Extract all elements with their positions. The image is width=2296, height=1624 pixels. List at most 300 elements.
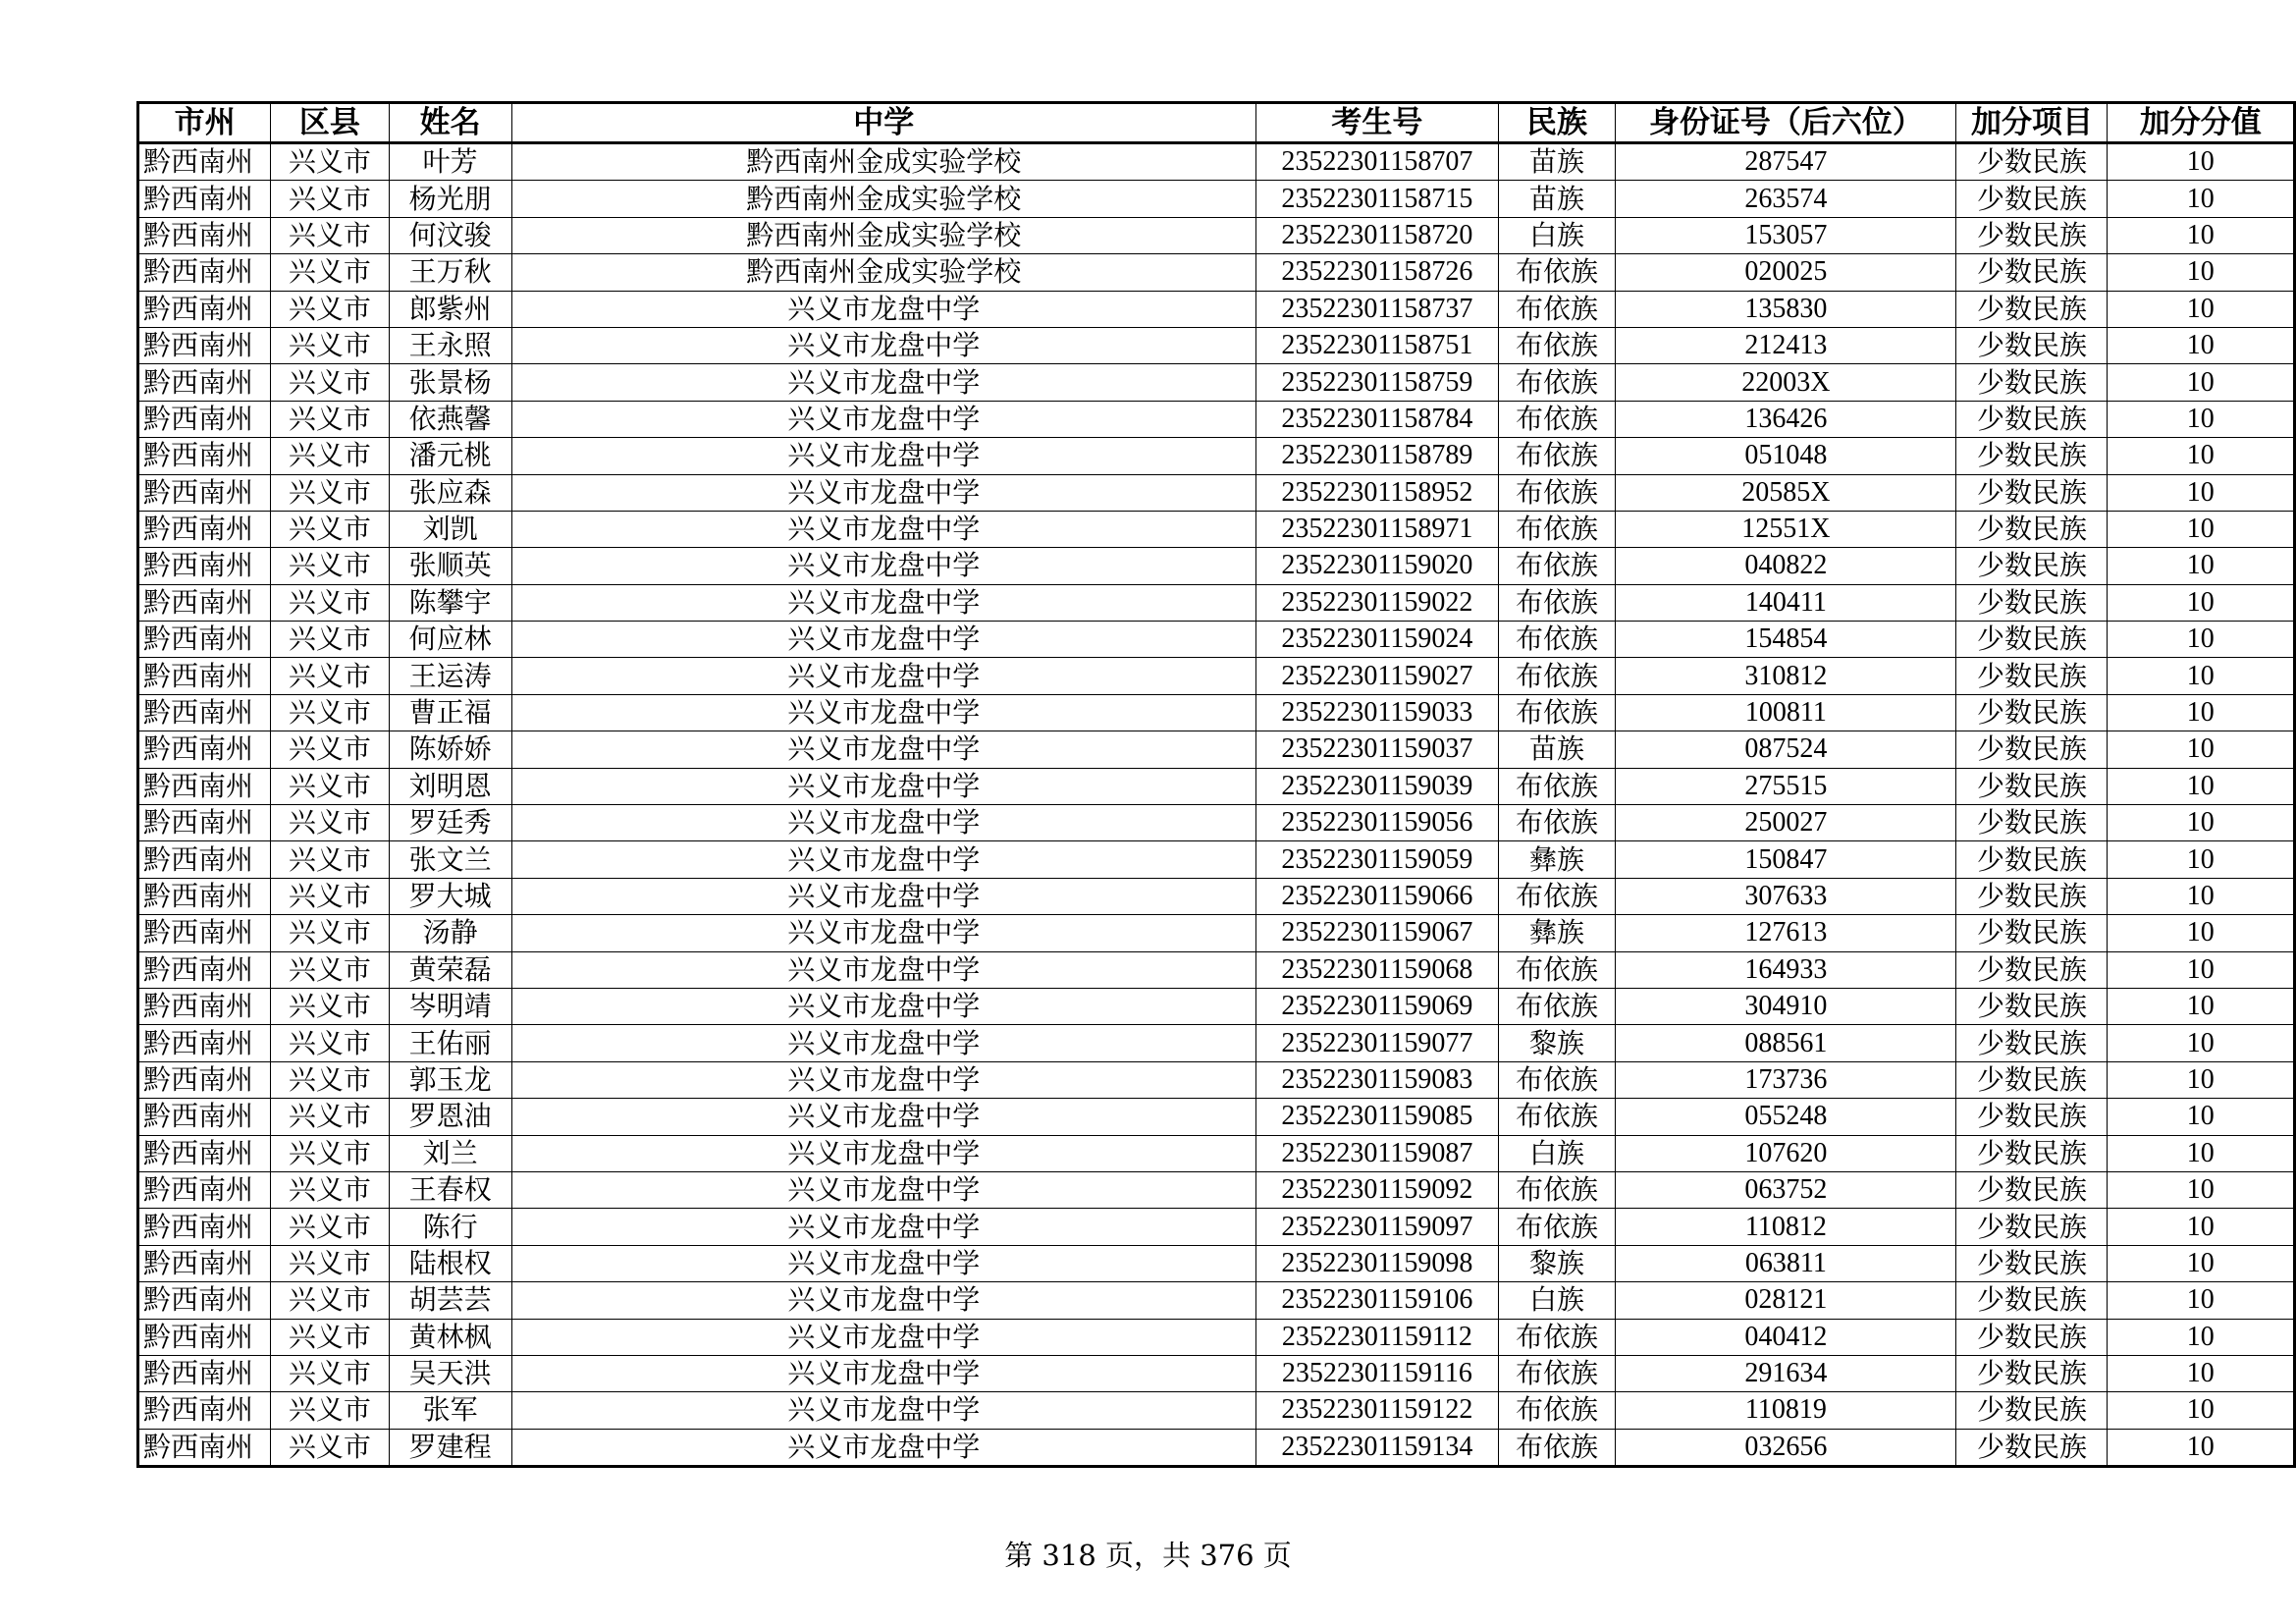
cell-id-last-six: 028121 <box>1616 1282 1956 1319</box>
cell-id-last-six: 135830 <box>1616 291 1956 327</box>
cell-school: 兴义市龙盘中学 <box>511 658 1255 694</box>
cell-district: 兴义市 <box>271 1429 389 1466</box>
cell-bonus-item: 少数民族 <box>1956 254 2108 291</box>
cell-bonus-points: 10 <box>2108 291 2295 327</box>
cell-ethnicity: 布依族 <box>1498 768 1615 804</box>
cell-city: 黔西南州 <box>138 694 271 731</box>
col-header-district: 区县 <box>271 103 389 143</box>
cell-city: 黔西南州 <box>138 217 271 253</box>
table-row <box>138 584 2295 621</box>
cell-school: 兴义市龙盘中学 <box>511 438 1255 474</box>
cell-bonus-item: 少数民族 <box>1956 548 2108 584</box>
cell-bonus-points: 10 <box>2108 401 2295 437</box>
table-row <box>138 327 2295 363</box>
cell-district: 兴义市 <box>271 474 389 511</box>
cell-id-last-six: 22003X <box>1616 364 1956 401</box>
cell-school: 兴义市龙盘中学 <box>511 1099 1255 1135</box>
col-header-city: 市州 <box>138 103 271 143</box>
cell-bonus-points: 10 <box>2108 878 2295 914</box>
cell-city: 黔西南州 <box>138 1319 271 1355</box>
cell-school: 兴义市龙盘中学 <box>511 1209 1255 1245</box>
cell-bonus-points: 10 <box>2108 768 2295 804</box>
table-row <box>138 1319 2295 1355</box>
cell-district: 兴义市 <box>271 841 389 878</box>
cell-id-last-six: 110812 <box>1616 1209 1956 1245</box>
cell-city: 黔西南州 <box>138 878 271 914</box>
cell-name: 曹正福 <box>389 694 511 731</box>
cell-ethnicity: 布依族 <box>1498 1171 1615 1208</box>
cell-bonus-points: 10 <box>2108 915 2295 951</box>
cell-id-last-six: 127613 <box>1616 915 1956 951</box>
admission-bonus-table <box>136 101 2296 1468</box>
cell-school: 兴义市龙盘中学 <box>511 291 1255 327</box>
cell-school: 兴义市龙盘中学 <box>511 1135 1255 1171</box>
cell-city: 黔西南州 <box>138 805 271 841</box>
cell-bonus-item: 少数民族 <box>1956 731 2108 768</box>
cell-school: 兴义市龙盘中学 <box>511 988 1255 1024</box>
cell-school: 兴义市龙盘中学 <box>511 584 1255 621</box>
cell-id-last-six: 055248 <box>1616 1099 1956 1135</box>
cell-exam-number: 23522301159112 <box>1255 1319 1498 1355</box>
cell-id-last-six: 063811 <box>1616 1245 1956 1281</box>
cell-name: 罗廷秀 <box>389 805 511 841</box>
table-row <box>138 731 2295 768</box>
cell-school: 兴义市龙盘中学 <box>511 1282 1255 1319</box>
cell-name: 潘元桃 <box>389 438 511 474</box>
cell-district: 兴义市 <box>271 401 389 437</box>
cell-exam-number: 23522301158707 <box>1255 143 1498 181</box>
cell-exam-number: 23522301159098 <box>1255 1245 1498 1281</box>
cell-city: 黔西南州 <box>138 1135 271 1171</box>
cell-id-last-six: 153057 <box>1616 217 1956 253</box>
cell-id-last-six: 304910 <box>1616 988 1956 1024</box>
cell-ethnicity: 布依族 <box>1498 1319 1615 1355</box>
cell-id-last-six: 310812 <box>1616 658 1956 694</box>
table-row <box>138 1209 2295 1245</box>
cell-ethnicity: 布依族 <box>1498 401 1615 437</box>
cell-district: 兴义市 <box>271 1392 389 1429</box>
cell-name: 郭玉龙 <box>389 1061 511 1098</box>
cell-district: 兴义市 <box>271 364 389 401</box>
cell-ethnicity: 布依族 <box>1498 878 1615 914</box>
cell-ethnicity: 布依族 <box>1498 694 1615 731</box>
cell-city: 黔西南州 <box>138 364 271 401</box>
cell-city: 黔西南州 <box>138 1209 271 1245</box>
table-body <box>138 143 2295 1467</box>
cell-ethnicity: 布依族 <box>1498 364 1615 401</box>
cell-id-last-six: 020025 <box>1616 254 1956 291</box>
cell-bonus-item: 少数民族 <box>1956 401 2108 437</box>
table-row <box>138 1135 2295 1171</box>
cell-exam-number: 23522301159069 <box>1255 988 1498 1024</box>
cell-bonus-item: 少数民族 <box>1956 1319 2108 1355</box>
cell-id-last-six: 032656 <box>1616 1429 1956 1466</box>
cell-name: 陈娇娇 <box>389 731 511 768</box>
cell-district: 兴义市 <box>271 805 389 841</box>
table-row <box>138 181 2295 217</box>
cell-name: 吴天洪 <box>389 1355 511 1391</box>
table-row <box>138 548 2295 584</box>
cell-school: 兴义市龙盘中学 <box>511 841 1255 878</box>
cell-id-last-six: 263574 <box>1616 181 1956 217</box>
cell-bonus-points: 10 <box>2108 438 2295 474</box>
cell-ethnicity: 布依族 <box>1498 988 1615 1024</box>
cell-city: 黔西南州 <box>138 1245 271 1281</box>
cell-school: 兴义市龙盘中学 <box>511 694 1255 731</box>
cell-bonus-points: 10 <box>2108 327 2295 363</box>
cell-city: 黔西南州 <box>138 1392 271 1429</box>
cell-exam-number: 23522301158952 <box>1255 474 1498 511</box>
table-row <box>138 1392 2295 1429</box>
cell-id-last-six: 087524 <box>1616 731 1956 768</box>
cell-ethnicity: 布依族 <box>1498 622 1615 658</box>
cell-id-last-six: 212413 <box>1616 327 1956 363</box>
table-row <box>138 1025 2295 1061</box>
table-row <box>138 805 2295 841</box>
cell-ethnicity: 布依族 <box>1498 291 1615 327</box>
cell-school: 兴义市龙盘中学 <box>511 768 1255 804</box>
cell-bonus-item: 少数民族 <box>1956 768 2108 804</box>
cell-bonus-points: 10 <box>2108 1282 2295 1319</box>
cell-city: 黔西南州 <box>138 474 271 511</box>
cell-district: 兴义市 <box>271 1209 389 1245</box>
cell-bonus-item: 少数民族 <box>1956 327 2108 363</box>
cell-bonus-item: 少数民族 <box>1956 1025 2108 1061</box>
cell-ethnicity: 苗族 <box>1498 143 1615 181</box>
cell-bonus-item: 少数民族 <box>1956 364 2108 401</box>
cell-school: 兴义市龙盘中学 <box>511 548 1255 584</box>
cell-bonus-points: 10 <box>2108 1209 2295 1245</box>
cell-district: 兴义市 <box>271 951 389 988</box>
col-header-bonus-points: 加分分值 <box>2108 103 2295 143</box>
table-row <box>138 951 2295 988</box>
cell-bonus-points: 10 <box>2108 841 2295 878</box>
cell-school: 兴义市龙盘中学 <box>511 327 1255 363</box>
cell-bonus-points: 10 <box>2108 511 2295 547</box>
cell-bonus-points: 10 <box>2108 1245 2295 1281</box>
table-row <box>138 511 2295 547</box>
cell-city: 黔西南州 <box>138 841 271 878</box>
cell-ethnicity: 布依族 <box>1498 805 1615 841</box>
cell-school: 兴义市龙盘中学 <box>511 1429 1255 1466</box>
cell-city: 黔西南州 <box>138 915 271 951</box>
cell-ethnicity: 黎族 <box>1498 1245 1615 1281</box>
table-row <box>138 988 2295 1024</box>
cell-exam-number: 23522301159083 <box>1255 1061 1498 1098</box>
cell-name: 张景杨 <box>389 364 511 401</box>
cell-exam-number: 23522301159092 <box>1255 1171 1498 1208</box>
cell-id-last-six: 154854 <box>1616 622 1956 658</box>
cell-city: 黔西南州 <box>138 1429 271 1466</box>
cell-id-last-six: 291634 <box>1616 1355 1956 1391</box>
cell-school: 兴义市龙盘中学 <box>511 805 1255 841</box>
cell-id-last-six: 173736 <box>1616 1061 1956 1098</box>
cell-exam-number: 23522301158789 <box>1255 438 1498 474</box>
cell-city: 黔西南州 <box>138 548 271 584</box>
cell-city: 黔西南州 <box>138 768 271 804</box>
cell-city: 黔西南州 <box>138 181 271 217</box>
cell-id-last-six: 040822 <box>1616 548 1956 584</box>
cell-bonus-item: 少数民族 <box>1956 474 2108 511</box>
table-row <box>138 1245 2295 1281</box>
cell-name: 郎紫州 <box>389 291 511 327</box>
cell-district: 兴义市 <box>271 658 389 694</box>
cell-name: 何应林 <box>389 622 511 658</box>
table-row <box>138 1355 2295 1391</box>
cell-exam-number: 23522301159116 <box>1255 1355 1498 1391</box>
cell-bonus-item: 少数民族 <box>1956 1135 2108 1171</box>
cell-exam-number: 23522301159022 <box>1255 584 1498 621</box>
cell-bonus-points: 10 <box>2108 217 2295 253</box>
cell-name: 陈攀宇 <box>389 584 511 621</box>
cell-ethnicity: 彝族 <box>1498 841 1615 878</box>
cell-bonus-item: 少数民族 <box>1956 694 2108 731</box>
col-header-exam-number: 考生号 <box>1255 103 1498 143</box>
cell-ethnicity: 苗族 <box>1498 181 1615 217</box>
cell-district: 兴义市 <box>271 584 389 621</box>
cell-bonus-points: 10 <box>2108 1099 2295 1135</box>
cell-school: 兴义市龙盘中学 <box>511 474 1255 511</box>
cell-name: 张应森 <box>389 474 511 511</box>
cell-ethnicity: 布依族 <box>1498 327 1615 363</box>
cell-ethnicity: 布依族 <box>1498 1392 1615 1429</box>
cell-ethnicity: 布依族 <box>1498 511 1615 547</box>
table-row <box>138 1171 2295 1208</box>
cell-ethnicity: 布依族 <box>1498 548 1615 584</box>
cell-bonus-item: 少数民族 <box>1956 1061 2108 1098</box>
cell-bonus-points: 10 <box>2108 364 2295 401</box>
cell-city: 黔西南州 <box>138 658 271 694</box>
cell-district: 兴义市 <box>271 548 389 584</box>
cell-id-last-six: 107620 <box>1616 1135 1956 1171</box>
cell-ethnicity: 布依族 <box>1498 254 1615 291</box>
cell-bonus-points: 10 <box>2108 694 2295 731</box>
cell-city: 黔西南州 <box>138 584 271 621</box>
cell-bonus-item: 少数民族 <box>1956 584 2108 621</box>
table-row <box>138 1099 2295 1135</box>
page-footer: 第 318 页，共 376 页 <box>1004 1539 1292 1572</box>
cell-exam-number: 23522301159077 <box>1255 1025 1498 1061</box>
cell-id-last-six: 063752 <box>1616 1171 1956 1208</box>
cell-exam-number: 23522301158784 <box>1255 401 1498 437</box>
cell-bonus-item: 少数民族 <box>1956 217 2108 253</box>
cell-school: 黔西南州金成实验学校 <box>511 181 1255 217</box>
cell-name: 杨光朋 <box>389 181 511 217</box>
cell-exam-number: 23522301158751 <box>1255 327 1498 363</box>
cell-exam-number: 23522301159020 <box>1255 548 1498 584</box>
cell-name: 叶芳 <box>389 143 511 181</box>
cell-school: 兴义市龙盘中学 <box>511 951 1255 988</box>
cell-bonus-points: 10 <box>2108 988 2295 1024</box>
cell-name: 罗恩油 <box>389 1099 511 1135</box>
cell-exam-number: 23522301159106 <box>1255 1282 1498 1319</box>
table-row <box>138 878 2295 914</box>
cell-school: 兴义市龙盘中学 <box>511 915 1255 951</box>
cell-exam-number: 23522301159033 <box>1255 694 1498 731</box>
cell-city: 黔西南州 <box>138 988 271 1024</box>
cell-school: 兴义市龙盘中学 <box>511 1392 1255 1429</box>
cell-name: 陆根权 <box>389 1245 511 1281</box>
cell-id-last-six: 088561 <box>1616 1025 1956 1061</box>
cell-district: 兴义市 <box>271 1319 389 1355</box>
cell-id-last-six: 040412 <box>1616 1319 1956 1355</box>
cell-bonus-points: 10 <box>2108 805 2295 841</box>
cell-exam-number: 23522301159027 <box>1255 658 1498 694</box>
table-row <box>138 658 2295 694</box>
table-row <box>138 1429 2295 1466</box>
cell-id-last-six: 051048 <box>1616 438 1956 474</box>
cell-name: 王永照 <box>389 327 511 363</box>
cell-ethnicity: 苗族 <box>1498 731 1615 768</box>
cell-ethnicity: 布依族 <box>1498 1355 1615 1391</box>
cell-district: 兴义市 <box>271 511 389 547</box>
cell-bonus-points: 10 <box>2108 1429 2295 1466</box>
cell-city: 黔西南州 <box>138 1099 271 1135</box>
cell-bonus-item: 少数民族 <box>1956 291 2108 327</box>
cell-name: 黄荣磊 <box>389 951 511 988</box>
cell-city: 黔西南州 <box>138 291 271 327</box>
cell-bonus-points: 10 <box>2108 1319 2295 1355</box>
cell-name: 王万秋 <box>389 254 511 291</box>
cell-exam-number: 23522301159087 <box>1255 1135 1498 1171</box>
cell-school: 兴义市龙盘中学 <box>511 878 1255 914</box>
cell-bonus-item: 少数民族 <box>1956 988 2108 1024</box>
cell-bonus-item: 少数民族 <box>1956 805 2108 841</box>
cell-district: 兴义市 <box>271 768 389 804</box>
cell-bonus-points: 10 <box>2108 1171 2295 1208</box>
cell-exam-number: 23522301158715 <box>1255 181 1498 217</box>
cell-city: 黔西南州 <box>138 511 271 547</box>
table-row <box>138 438 2295 474</box>
cell-id-last-six: 287547 <box>1616 143 1956 181</box>
cell-bonus-points: 10 <box>2108 731 2295 768</box>
cell-exam-number: 23522301159122 <box>1255 1392 1498 1429</box>
table-row <box>138 768 2295 804</box>
table-row <box>138 401 2295 437</box>
cell-bonus-item: 少数民族 <box>1956 1392 2108 1429</box>
cell-bonus-item: 少数民族 <box>1956 1209 2108 1245</box>
table-row <box>138 694 2295 731</box>
cell-bonus-item: 少数民族 <box>1956 1245 2108 1281</box>
cell-district: 兴义市 <box>271 988 389 1024</box>
cell-city: 黔西南州 <box>138 1025 271 1061</box>
cell-ethnicity: 布依族 <box>1498 474 1615 511</box>
cell-district: 兴义市 <box>271 254 389 291</box>
cell-name: 岑明靖 <box>389 988 511 1024</box>
cell-id-last-six: 164933 <box>1616 951 1956 988</box>
cell-id-last-six: 20585X <box>1616 474 1956 511</box>
cell-bonus-item: 少数民族 <box>1956 1282 2108 1319</box>
cell-bonus-item: 少数民族 <box>1956 622 2108 658</box>
cell-exam-number: 23522301158726 <box>1255 254 1498 291</box>
cell-city: 黔西南州 <box>138 951 271 988</box>
cell-ethnicity: 布依族 <box>1498 438 1615 474</box>
cell-ethnicity: 白族 <box>1498 1135 1615 1171</box>
cell-exam-number: 23522301159085 <box>1255 1099 1498 1135</box>
cell-ethnicity: 白族 <box>1498 1282 1615 1319</box>
cell-district: 兴义市 <box>271 181 389 217</box>
table-row <box>138 841 2295 878</box>
cell-exam-number: 23522301159056 <box>1255 805 1498 841</box>
cell-name: 刘明恩 <box>389 768 511 804</box>
cell-exam-number: 23522301159024 <box>1255 622 1498 658</box>
cell-ethnicity: 黎族 <box>1498 1025 1615 1061</box>
cell-school: 黔西南州金成实验学校 <box>511 143 1255 181</box>
cell-name: 罗大城 <box>389 878 511 914</box>
table-row <box>138 291 2295 327</box>
cell-city: 黔西南州 <box>138 731 271 768</box>
cell-name: 罗建程 <box>389 1429 511 1466</box>
cell-bonus-item: 少数民族 <box>1956 143 2108 181</box>
cell-bonus-points: 10 <box>2108 474 2295 511</box>
cell-bonus-item: 少数民族 <box>1956 915 2108 951</box>
cell-school: 兴义市龙盘中学 <box>511 1355 1255 1391</box>
cell-city: 黔西南州 <box>138 438 271 474</box>
cell-district: 兴义市 <box>271 1282 389 1319</box>
cell-school: 兴义市龙盘中学 <box>511 1319 1255 1355</box>
cell-bonus-points: 10 <box>2108 951 2295 988</box>
cell-city: 黔西南州 <box>138 401 271 437</box>
cell-exam-number: 23522301159068 <box>1255 951 1498 988</box>
cell-name: 张文兰 <box>389 841 511 878</box>
cell-ethnicity: 布依族 <box>1498 1099 1615 1135</box>
cell-district: 兴义市 <box>271 622 389 658</box>
cell-bonus-item: 少数民族 <box>1956 951 2108 988</box>
cell-school: 兴义市龙盘中学 <box>511 731 1255 768</box>
cell-ethnicity: 白族 <box>1498 217 1615 253</box>
cell-id-last-six: 307633 <box>1616 878 1956 914</box>
table-row <box>138 1282 2295 1319</box>
table-row <box>138 622 2295 658</box>
cell-district: 兴义市 <box>271 878 389 914</box>
cell-bonus-points: 10 <box>2108 584 2295 621</box>
cell-bonus-item: 少数民族 <box>1956 1429 2108 1466</box>
header-row <box>138 103 2295 143</box>
cell-district: 兴义市 <box>271 1171 389 1208</box>
cell-bonus-points: 10 <box>2108 548 2295 584</box>
cell-id-last-six: 250027 <box>1616 805 1956 841</box>
col-header-ethnicity: 民族 <box>1498 103 1615 143</box>
cell-ethnicity: 布依族 <box>1498 951 1615 988</box>
cell-district: 兴义市 <box>271 327 389 363</box>
cell-city: 黔西南州 <box>138 1171 271 1208</box>
cell-ethnicity: 布依族 <box>1498 658 1615 694</box>
cell-bonus-item: 少数民族 <box>1956 878 2108 914</box>
cell-school: 兴义市龙盘中学 <box>511 364 1255 401</box>
cell-school: 兴义市龙盘中学 <box>511 1061 1255 1098</box>
cell-bonus-points: 10 <box>2108 658 2295 694</box>
col-header-id-last-six: 身份证号（后六位） <box>1616 103 1956 143</box>
cell-id-last-six: 110819 <box>1616 1392 1956 1429</box>
cell-exam-number: 23522301159097 <box>1255 1209 1498 1245</box>
cell-bonus-points: 10 <box>2108 181 2295 217</box>
cell-exam-number: 23522301159039 <box>1255 768 1498 804</box>
cell-school: 兴义市龙盘中学 <box>511 622 1255 658</box>
col-header-name: 姓名 <box>389 103 511 143</box>
cell-district: 兴义市 <box>271 438 389 474</box>
cell-exam-number: 23522301158971 <box>1255 511 1498 547</box>
cell-exam-number: 23522301158759 <box>1255 364 1498 401</box>
table-row <box>138 1061 2295 1098</box>
cell-ethnicity: 布依族 <box>1498 1429 1615 1466</box>
cell-ethnicity: 布依族 <box>1498 584 1615 621</box>
cell-bonus-points: 10 <box>2108 622 2295 658</box>
cell-city: 黔西南州 <box>138 1061 271 1098</box>
cell-district: 兴义市 <box>271 143 389 181</box>
cell-bonus-points: 10 <box>2108 1355 2295 1391</box>
cell-city: 黔西南州 <box>138 254 271 291</box>
cell-district: 兴义市 <box>271 1355 389 1391</box>
